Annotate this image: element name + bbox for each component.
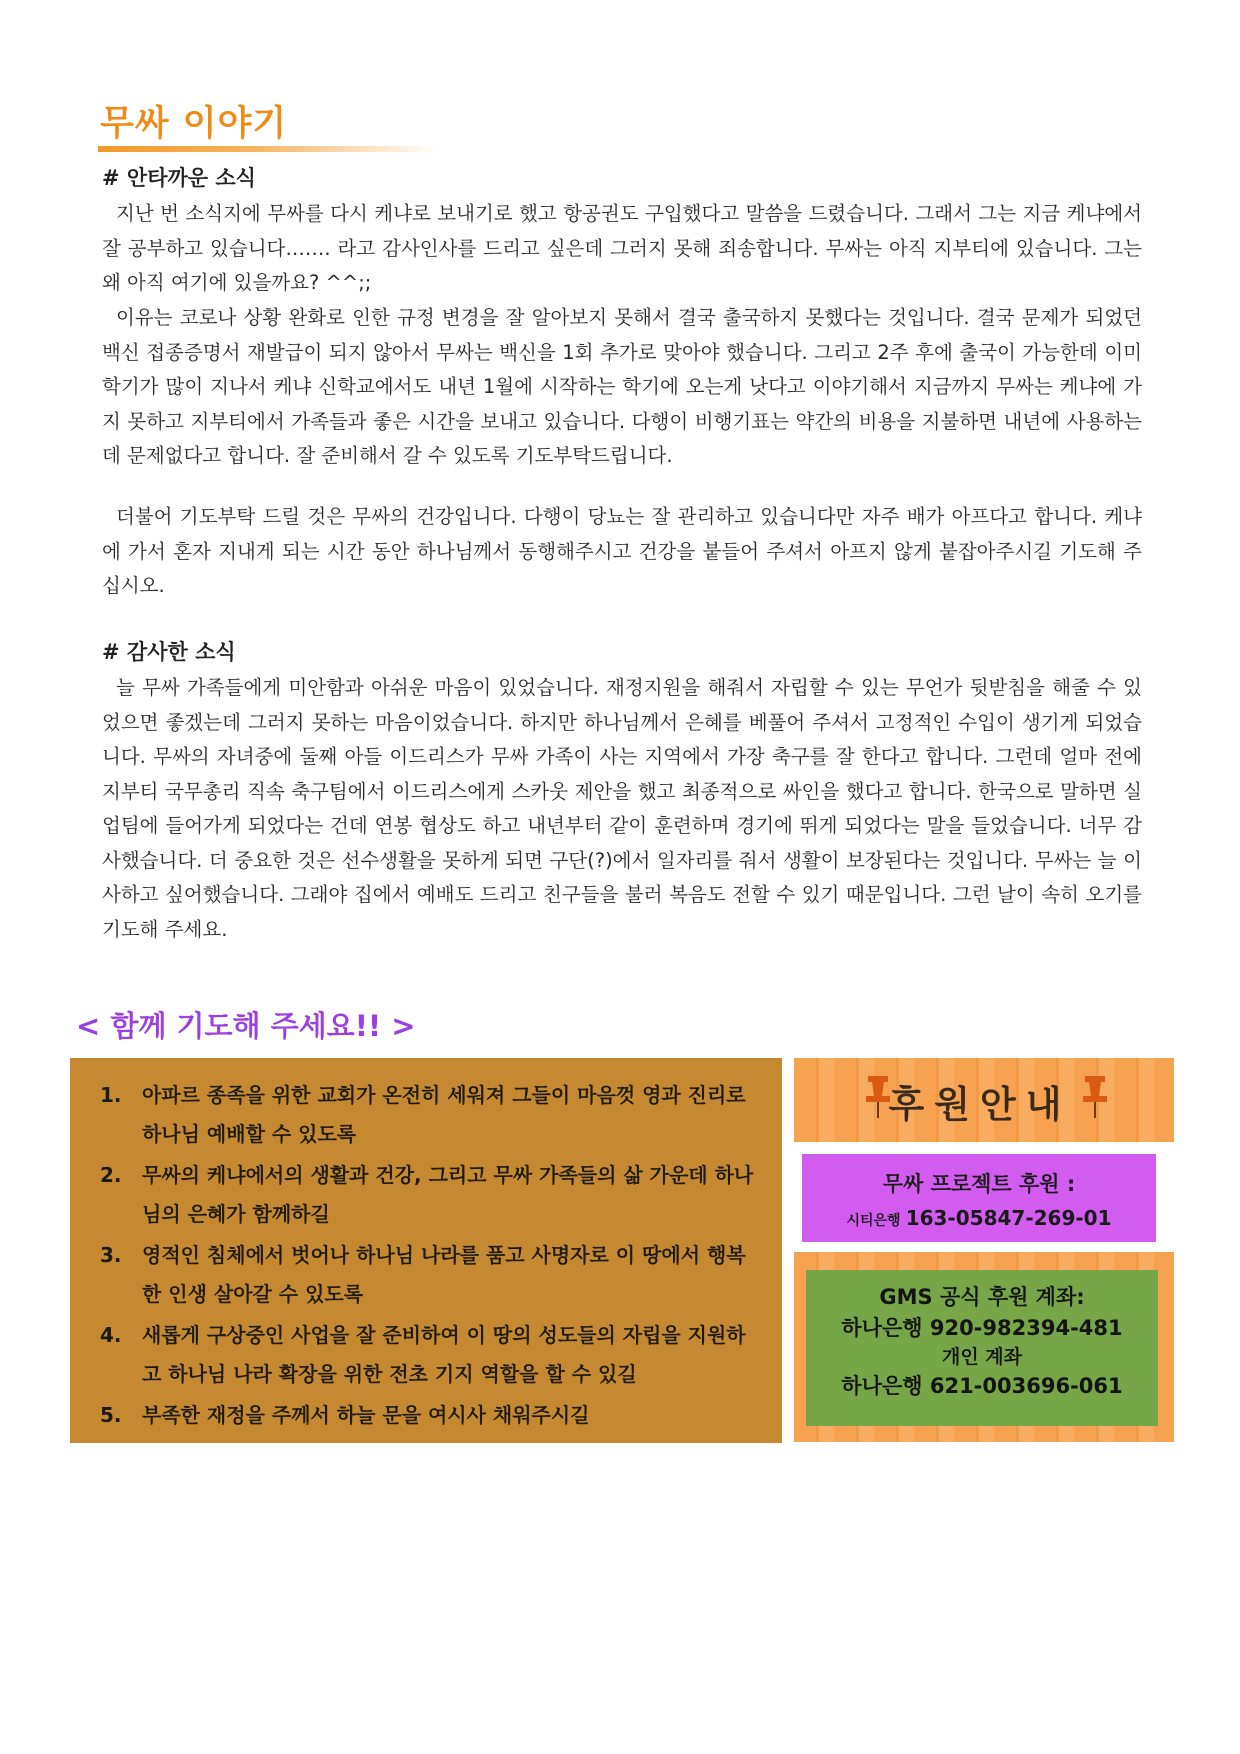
prayer-item-number: 2. — [100, 1163, 122, 1187]
gms-bank-name: 하나은행 — [841, 1316, 923, 1340]
personal-account-number: 621-003696-061 — [929, 1374, 1123, 1398]
prayer-item-text: 부족한 재정을 주께서 하늘 문을 여시사 채워주시길 — [142, 1403, 590, 1427]
prayer-item — [90, 1076, 756, 1154]
prayer-item — [90, 1316, 756, 1394]
prayer-item — [90, 1396, 756, 1435]
project-account-line — [802, 1206, 1156, 1230]
prayer-list — [70, 1058, 782, 1443]
prayer-item-number: 5. — [100, 1403, 122, 1427]
support-panel — [790, 1058, 1175, 1443]
paragraph-3: 더불어 기도부탁 드릴 것은 무싸의 건강입니다. 다행이 당뇨는 잘 관리하고 있습니다만 자주 배가 아프다고 합니다. 케냐에 가서 혼자 지내게 되는 시간 동안 하나님께서 동행해주시고 건강을 붙들어 주셔서 아프지 않게 붙잡아주시길 기도해 주십시오. — [102, 505, 1142, 597]
personal-account-line — [806, 1371, 1158, 1402]
project-support-label: 무싸 프로젝트 후원 : — [882, 1172, 1076, 1196]
section-heading-sad-news: # 안타까운 소식 — [102, 166, 256, 190]
paragraph-1: 지난 번 소식지에 무싸를 다시 케냐로 보내기로 했고 항공권도 구입했다고 말씀을 드렸습니다. 그래서 그는 지금 케냐에서 잘 공부하고 있습니다……. 라고 감사인사를 드리고 싶은데 그러지 못해 죄송합니다. 무싸는 아직 지부티에 있습니다. 그는 왜 아직 여기에 있을까요? ^^;; — [102, 202, 1142, 294]
section-heading-thankful-news: # 감사한 소식 — [102, 640, 236, 664]
gms-account-number: 920-982394-481 — [929, 1316, 1123, 1340]
prayer-title: < 함께 기도해 주세요!! > — [76, 1009, 416, 1043]
prayer-item-text: 영적인 침체에서 벗어나 하나님 나라를 품고 사명자로 이 땅에서 행복한 인생 살아갈 수 있도록 — [142, 1243, 746, 1306]
prayer-item — [90, 1156, 756, 1234]
personal-account-label: 개인 계좌 — [941, 1346, 1023, 1368]
title-underline — [98, 146, 438, 152]
support-heading: 후원안내 — [888, 1083, 1072, 1126]
paragraph-4: 늘 무싸 가족들에게 미안함과 아쉬운 마음이 있었습니다. 재정지원을 해줘서 자립할 수 있는 무언가 뒷받침을 해줄 수 있었으면 좋겠는데 그러지 못하는 마음이었습니다. 하지만 하나님께서 은혜를 베풀어 주셔서 고정적인 수입이 생기게 되었습니다. 무싸의 자녀중에 둘째 아들 이드리스가 무싸 가족이 사는 지역에서 가장 축구를 잘 한다고 합니다. 그런데 얼마 전에 지부티 국무총리 직속 축구팀에서 이드리스에게 스카웃 제안을 했고 최종적으로 싸인을 했다고 합니다. 한국으로 말하면 실업팀에 들어가게 되었다는 건데 연봉 협상도 하고 내년부터 같이 훈련하며 경기에 뛰게 되었다는 말을 들었습니다. 너무 감사했습니다. 더 중요한 것은 선수생활을 못하게 되면 구단(?)에서 일자리를 줘서 생활이 보장된다는 것입니다. 무싸는 늘 이사하고 싶어했습니다. 그래야 집에서 예배도 드리고 친구들을 불러 복음도 전할 수 있기 때문입니다. 그런 날이 속히 오기를 기도해 주세요. — [102, 676, 1142, 941]
prayer-item-text: 아파르 종족을 위한 교회가 온전히 세워져 그들이 마음껏 영과 진리로 하나님 예배할 수 있도록 — [142, 1083, 746, 1146]
paragraph-2: 이유는 코로나 상황 완화로 인한 규정 변경을 잘 알아보지 못해서 결국 출국하지 못했다는 것입니다. 결국 문제가 되었던 백신 접종증명서 재발급이 되지 않아서 무싸는 백신을 1회 추가로 맞아야 했습니다. 그리고 2주 후에 출국이 가능한데 이미 학기가 많이 지나서 케냐 신학교에서도 내년 1월에 시작하는 학기에 오는게 낫다고 이야기해서 지금까지 무싸는 케냐에 가지 못하고 지부티에서 가족들과 좋은 시간을 보내고 있습니다. 다행이 비행기표는 약간의 비용을 지불하면 내년에 사용하는데 문제없다고 합니다. 잘 준비해서 갈 수 있도록 기도부탁드립니다. — [102, 306, 1142, 467]
prayer-item-text: 새롭게 구상중인 사업을 잘 준비하여 이 땅의 성도들의 자립을 지원하고 하나님 나라 확장을 위한 전초 기지 역할을 할 수 있길 — [142, 1323, 746, 1386]
prayer-item — [90, 1236, 756, 1314]
project-account-number: 163-05847-269-01 — [905, 1206, 1112, 1230]
personal-bank-name: 하나은행 — [841, 1374, 923, 1398]
project-support-box — [802, 1154, 1156, 1242]
prayer-item-number: 4. — [100, 1323, 122, 1347]
gms-label: GMS 공식 후원 계좌: — [879, 1285, 1085, 1309]
page-title: 무싸 이야기 — [100, 104, 288, 144]
pushpin-icon — [1082, 1074, 1108, 1124]
prayer-item-number: 1. — [100, 1083, 122, 1107]
project-bank-name: 시티은행 — [846, 1213, 901, 1229]
prayer-item-text: 무싸의 케냐에서의 생활과 건강, 그리고 무싸 가족들의 삶 가운데 하나님의 은혜가 함께하길 — [142, 1163, 754, 1226]
gms-account-box — [806, 1270, 1158, 1426]
prayer-item-number: 3. — [100, 1243, 122, 1267]
gms-account-line — [806, 1313, 1158, 1344]
